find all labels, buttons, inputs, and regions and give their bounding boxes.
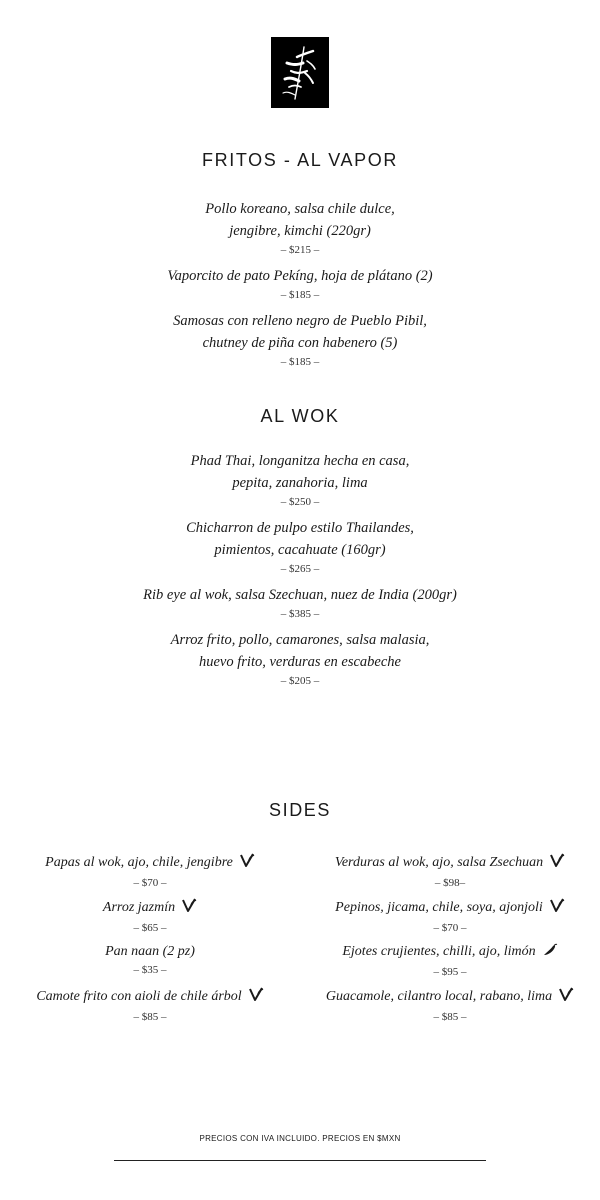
menu-item — [0, 198, 600, 257]
side-name: Pan naan (2 pz) — [105, 944, 195, 959]
menu-item — [0, 265, 600, 302]
item-price: – $250 – — [280, 496, 320, 508]
menu-item — [0, 517, 600, 576]
item-name: Pollo koreano, salsa chile dulce, — [205, 201, 395, 217]
menu-item — [0, 629, 600, 688]
side-price: – $70 – — [433, 922, 467, 934]
item-name-cont: pepita, zanahoria, lima — [232, 475, 368, 491]
vegan-icon — [248, 986, 264, 1009]
item-name: Rib eye al wok, salsa Szechuan, nuez de India (200gr) — [143, 587, 457, 603]
side-item — [300, 852, 600, 890]
side-name: Camote frito con aioli de chile árbol — [36, 989, 242, 1004]
side-name: Guacamole, cilantro local, rabano, lima — [325, 989, 553, 1004]
item-name: Phad Thai, longanitza hecha en casa, — [190, 453, 410, 469]
vegan-icon — [239, 852, 255, 875]
vegan-icon — [549, 852, 565, 875]
side-price: – $70 – — [133, 877, 167, 889]
menu-item — [0, 310, 600, 369]
item-name-cont: huevo frito, verduras en escabeche — [199, 654, 401, 670]
side-item — [0, 942, 300, 977]
side-price: – $95 – — [433, 966, 467, 978]
side-name: Ejotes crujientes, chilli, ajo, limón — [342, 944, 536, 959]
side-item — [0, 986, 300, 1024]
vegan-icon — [181, 897, 197, 920]
chili-icon — [542, 943, 558, 964]
item-name-cont: jengibre, kimchi (220gr) — [229, 223, 371, 239]
item-price: – $385 – — [280, 608, 320, 620]
menu-item — [0, 450, 600, 509]
side-price: – $85 – — [433, 1011, 467, 1023]
side-item — [0, 852, 300, 890]
item-price: – $215 – — [280, 244, 320, 256]
section-title-fritos: FRITOS - AL VAPOR — [202, 150, 398, 170]
item-name-cont: chutney de piña con habenero (5) — [202, 335, 398, 351]
item-price: – $265 – — [280, 563, 320, 575]
side-price: – $85 – — [133, 1011, 167, 1023]
side-item — [300, 897, 600, 935]
footer-divider — [114, 1160, 486, 1161]
section-title-wok: AL WOK — [260, 406, 340, 426]
side-name: Pepinos, jicama, chile, soya, ajonjoli — [335, 900, 543, 915]
item-name: Vaporcito de pato Pekíng, hoja de plátano (2) — [167, 268, 433, 284]
item-price: – $185 – — [280, 356, 320, 368]
side-item — [0, 897, 300, 935]
item-name: Samosas con relleno negro de Pueblo Pibil, — [173, 313, 427, 329]
side-price: – $35 – — [133, 964, 167, 976]
vegan-icon — [558, 986, 574, 1009]
item-name: Arroz frito, pollo, camarones, salsa malasia, — [170, 632, 430, 648]
logo-brush-icon — [277, 43, 323, 103]
side-price: – $98– — [434, 877, 466, 889]
section-title-sides: SIDES — [268, 800, 332, 820]
item-price: – $205 – — [280, 675, 320, 687]
side-item — [300, 986, 600, 1024]
item-name-cont: pimientos, cacahuate (160gr) — [214, 542, 386, 558]
item-price: – $185 – — [280, 289, 320, 301]
vegan-icon — [549, 897, 565, 920]
side-name: Verduras al wok, ajo, salsa Zsechuan — [334, 855, 544, 870]
menu-item — [0, 584, 600, 621]
price-note: PRECIOS CON IVA INCLUIDO. PRECIOS EN $MXN — [199, 1134, 401, 1143]
side-item — [300, 942, 600, 979]
restaurant-logo — [271, 37, 329, 108]
side-name: Arroz jazmín — [102, 900, 176, 915]
side-price: – $65 – — [133, 922, 167, 934]
side-name: Papas al wok, ajo, chile, jengibre — [45, 855, 233, 870]
item-name: Chicharron de pulpo estilo Thailandes, — [186, 520, 414, 536]
